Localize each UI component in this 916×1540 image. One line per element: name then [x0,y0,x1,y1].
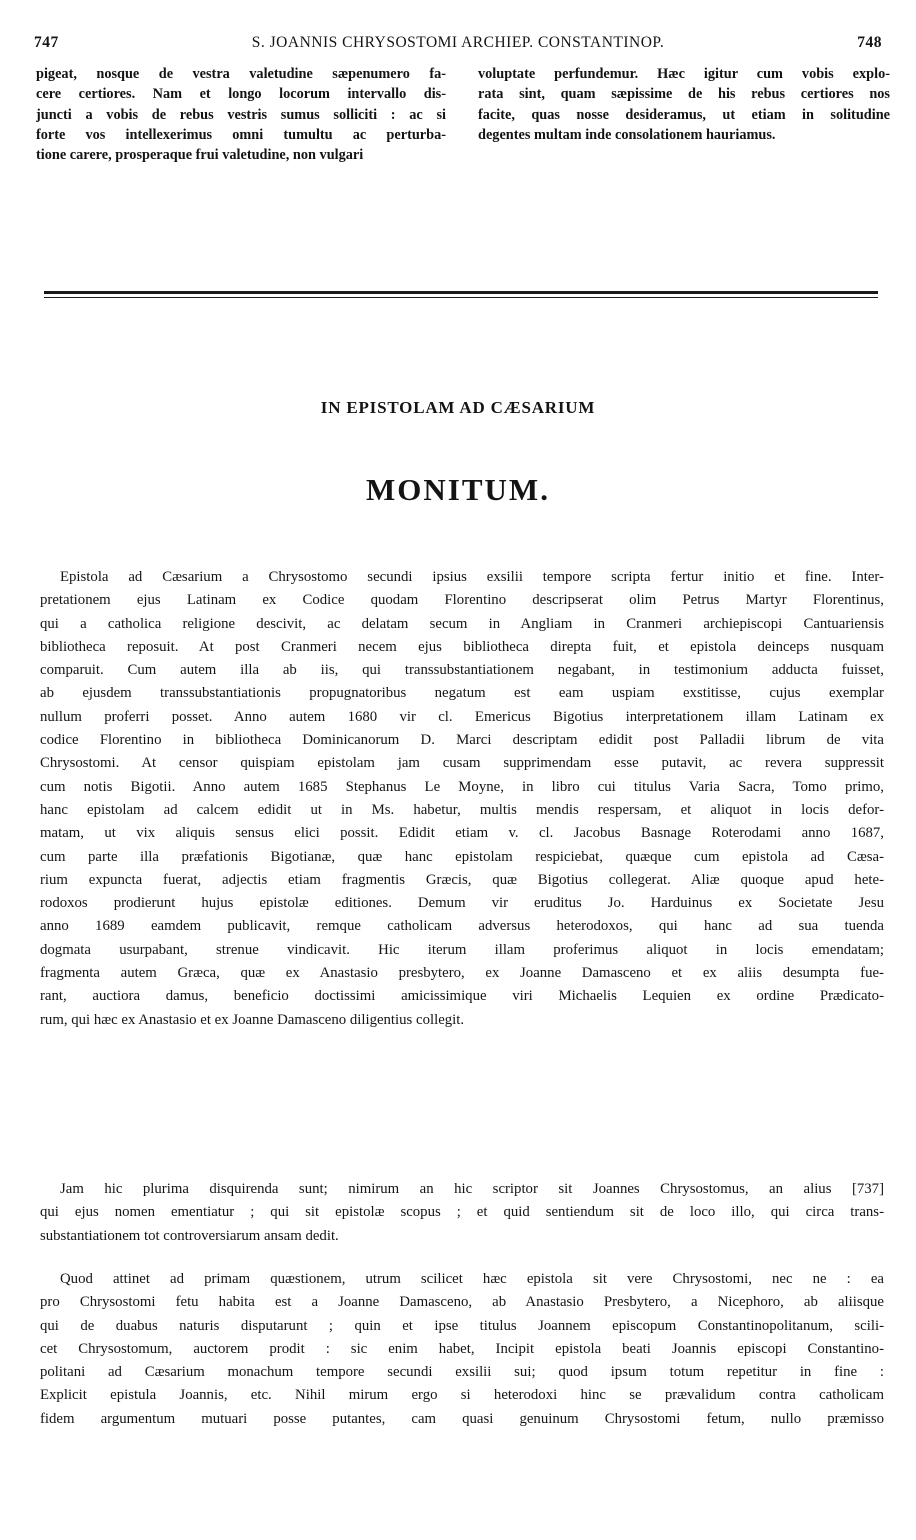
body-paragraph-2 [40,1178,884,1248]
top-text-left-column [36,64,446,165]
top-text-right-column [478,64,890,145]
text-line: qui a catholica religione descivit, ac delatam secum in Angliam in Cranmeri archiepiscopi Cantuariensis [40,615,884,632]
body-paragraph-1 [40,566,884,1032]
text-line: rium expuncta fuerat, adjectis etiam fragmentis Græcis, quæ Bigotius collegerat. Aliæ quoque apud hete- [40,871,884,888]
text-line: cum notis Bigotii. Anno autem 1685 Stephanus Le Moyne, in libro cui titulus Varia Sacra, Tomo primo, [40,778,884,795]
section-divider-thick [44,291,878,294]
text-line: rum, qui hæc ex Anastasio et ex Joanne Damasceno diligentius collegit. [40,1011,465,1028]
text-line: politani ad Cæsarium monachum tempore secundi exsilii sui; quod ipsum totum repetitur in fine : [40,1364,884,1381]
text-line: cum parte illa præfationis Bigotianæ, quæ hanc epistolam respiciebat, quæque cum epistola ad Cæsa- [40,848,884,865]
text-line: dogmata usurpabant, strenue vindicavit. Hic iterum illam proferimus aliquot in locis emendatam; [40,941,884,958]
text-line: qui de duabus naturis disputarunt ; quin et ipse titulus Joannem episcopum Constantinopolitanum, scili- [40,1317,884,1334]
text-line: qui ejus nomen ementiatur ; qui sit epistolæ scopus ; et quid sentiendum sit de loco illo, qui circa trans- [40,1204,884,1221]
text-line: ab ejusdem transsubstantiationis propugnatoribus negatum est eam uspiam exstitisse, cujus exemplar [40,685,884,702]
page-number-right: 748 [857,34,882,51]
text-line: Epistola ad Cæsarium a Chrysostomo secundi ipsius exsilii tempore scripta fertur initio et fine. Inter- [60,569,884,585]
running-title: S. JOANNIS CHRYSOSTOMI ARCHIEP. CONSTANTINOP. [251,34,665,51]
text-line: Explicit epistula Joannis, etc. Nihil mirum ergo si heterodoxi hinc se prævalidum contra catholicam [40,1387,884,1404]
section-divider-thin [44,297,878,298]
text-line: anno 1689 eamdem publicavit, remque catholicam adversus heterodoxos, qui hanc ad sua tuenda [40,918,884,935]
text-line: forte vos intellexerimus omni tumultu ac perturba- [36,126,446,143]
text-line: pro Chrysostomi fetu habita est a Joanne Damasceno, ab Anastasio Presbytero, a Nicephoro, ab aliisque [40,1294,884,1311]
text-line: cet Chrysostomum, auctorem prodit : sic enim habet, Incipit epistola beati Joannis episcopi Constantino- [40,1340,884,1357]
text-line: fragmenta autem Græca, quæ ex Anastasio presbytero, ex Joanne Damasceno et ex aliis desumpta fue- [40,965,884,982]
text-line: voluptate perfundemur. Hæc igitur cum vobis explo- [478,66,890,82]
text-line: substantiationem tot controversiarum ansam dedit. [40,1227,339,1244]
text-line: fidem argumentum mutuari posse putantes, cam quasi genuinum Chrysostomi fetum, nullo præmisso [40,1410,884,1427]
text-line: pretationem ejus Latinam ex Codice quodam Florentino descripserat olim Petrus Martyr Florentinus, [40,592,884,609]
text-line: codice Florentino in bibliotheca Dominicanorum D. Marci descriptam edidit post Palladii librum de vita [40,732,884,749]
text-line: Quod attinet ad primam quæstionem, utrum scilicet hæc epistola sit vere Chrysostomi, nec ne : ea [60,1271,884,1287]
text-line: bibliotheca reposuit. At post Cranmeri necem ejus bibliotheca direpta fuit, et epistola deinceps nusquam [40,638,884,655]
running-header [34,34,882,58]
text-line: comparuit. Cum autem illa ab iis, qui transsubstantiationem negabant, in testimonium adducta fuisset, [40,662,884,679]
page-number-left: 747 [34,34,59,51]
text-line: Jam hic plurima disquirenda sunt; nimirum an hic scriptor sit Joannes Chrysostomus, an alius [737] [60,1181,884,1197]
text-line: cere certiores. Nam et longo locorum intervallo dis- [36,86,446,103]
section-heading: IN EPISTOLAM AD CÆSARIUM [320,398,596,417]
section-title: MONITUM. [366,472,550,507]
text-line: juncti a vobis de rebus vestris sumus solliciti : ac si [36,106,446,123]
text-line: hanc epistolam ad calcem edidit ut in Ms. habetur, multis mendis respersam, et aliquot in locis defor- [40,801,884,818]
text-line: degentes multam inde consolationem hauriamus. [478,126,776,143]
text-line: tione carere, prosperaque frui valetudine, non vulgari [36,147,364,164]
text-line: rata sint, quam sæpissime de his rebus certiores nos [478,86,890,103]
text-line: rant, auctiora damus, beneficio doctissimi amicissimique viri Michaelis Lequien ex ordine Prædicato- [40,988,884,1005]
text-line: facite, quas nosse desideramus, ut etiam in solitudine [478,106,890,123]
text-line: nullum proferri posset. Anno autem 1680 vir cl. Emericus Bigotius interpretationem illam Latinam ex [40,708,884,725]
text-line: rodoxos prodierunt hujus epistolæ editiones. Demum vir eruditus Jo. Harduinus ex Societate Jesu [40,895,884,912]
body-paragraph-3 [40,1268,884,1431]
text-line: pigeat, nosque de vestra valetudine sæpenumero fa- [36,66,446,82]
text-line: Chrysostomi. At censor quispiam epistolam jam cusam supprimendam esse putavit, ac revera suppressit [40,755,884,772]
text-line: matam, ut vix aliquis sensus elici possit. Edidit etiam v. cl. Jacobus Basnage Roterodami anno 1687, [40,825,884,842]
